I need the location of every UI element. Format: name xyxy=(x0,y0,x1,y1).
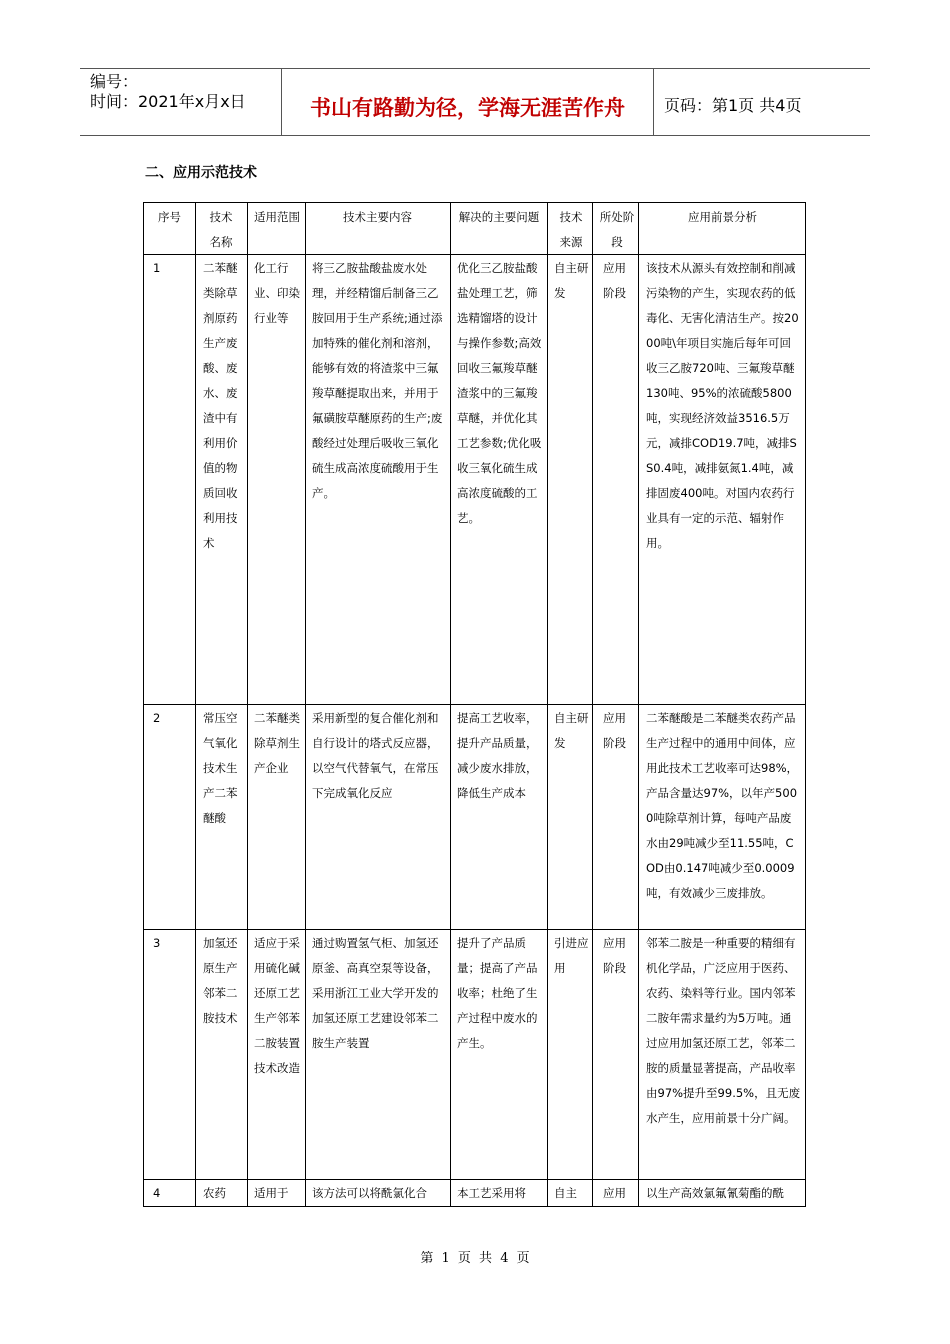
header-cell: 所处阶段 xyxy=(599,210,635,249)
row-number: 2 xyxy=(153,711,161,725)
tech-name: 常压空气氧化技术生产二苯醚酸 xyxy=(203,711,238,825)
header-cell: 应用前景分析 xyxy=(688,210,757,224)
tech-problem: 提高工艺收率，提升产品质量，减少废水排放，降低生产成本 xyxy=(457,711,538,800)
row-number: 3 xyxy=(153,936,161,950)
header-motto: 书山有路勤为径，学海无涯苦作舟 xyxy=(310,95,625,120)
row-number: 1 xyxy=(153,261,161,275)
tech-stage: 应用阶段 xyxy=(603,711,626,750)
tech-scope: 适应于采用硫化碱还原工艺生产邻苯二胺装置技术改造 xyxy=(254,936,300,1075)
row-rule xyxy=(144,254,805,255)
tech-prospect: 邻苯二胺是一种重要的精细有机化学品，广泛应用于医药、农药、染料等行业。国内邻苯二胺年需求量约为5万吨。通过应用加氢还原工艺，邻苯二胺的质量显著提高，产品收率由97%提升至99.5%，且无废水产生，应用前景十分广阔。 xyxy=(646,936,801,1125)
tech-table xyxy=(143,202,806,1207)
tech-problem: 提升了产品质量；提高了产品收率；杜绝了生产过程中废水的产生。 xyxy=(457,936,538,1050)
tech-content: 通过购置氢气柜、加氢还原釜、高真空泵等设备，采用浙江工业大学开发的加氢还原工艺建设邻苯二胺生产装置 xyxy=(312,936,439,1050)
doc-time-label: 时间：2021年x月x日 xyxy=(90,92,246,111)
header-divider xyxy=(653,68,654,135)
header-meta xyxy=(90,72,246,112)
tech-stage: 应用阶段 xyxy=(603,261,626,300)
tech-stage: 应用 xyxy=(603,1186,626,1200)
header-cell: 解决的主要问题 xyxy=(458,210,540,224)
tech-source: 自主 xyxy=(554,1186,577,1200)
tech-scope: 适用于 xyxy=(254,1186,289,1200)
header-bottom-rule xyxy=(80,135,870,136)
tech-stage: 应用阶段 xyxy=(603,936,626,975)
tech-name: 农药 xyxy=(203,1186,226,1200)
row-rule xyxy=(144,929,805,930)
tech-content: 该方法可以将酰氯化合 xyxy=(312,1186,427,1200)
header-cell: 适用范围 xyxy=(254,210,300,224)
tech-source: 引进应用 xyxy=(554,936,589,975)
header-cell: 技术主要内容 xyxy=(343,210,412,224)
page-footer: 第 1 页 共 4 页 xyxy=(420,1251,530,1266)
section-title: 二、应用示范技术 xyxy=(145,165,257,181)
tech-name: 二苯醚类除草剂原药生产废酸、废水、废渣中有利用价值的物质回收利用技术 xyxy=(203,261,238,550)
row-rule xyxy=(144,1179,805,1180)
header-top-rule xyxy=(80,68,870,69)
header-cell: 技术来源 xyxy=(559,210,583,249)
tech-prospect: 二苯醚酸是二苯醚类农药产品生产过程中的通用中间体，应用此技术工艺收率可达98%，产品含量达97%，以年产5000吨除草剂计算，每吨产品废水由29吨减少至11.55吨，COD由0.147吨减少至0.0009吨，有效减少三废排放。 xyxy=(646,711,799,900)
tech-prospect: 该技术从源头有效控制和削减污染物的产生，实现农药的低毒化、无害化清洁生产。按2000吨\年项目实施后每年可回收三乙胺720吨、三氟羧草醚130吨、95%的浓硫酸5800吨，实现经济效益3516.5万元，减排COD19.7吨，减排SS0.4吨，减排氨氮1.4吨，减排固废400吨。对国内农药行业具有一定的示范、辐射作用。 xyxy=(646,261,799,550)
tech-source: 自主研发 xyxy=(554,261,589,300)
header-cell: 序号 xyxy=(158,210,181,224)
tech-prospect: 以生产高效氯氟氰菊酯的酰 xyxy=(646,1186,784,1200)
tech-name: 加氢还原生产邻苯二胺技术 xyxy=(203,936,238,1025)
header-page-number: 页码：第1页 共4页 xyxy=(664,96,802,115)
header-cell: 技术名称 xyxy=(209,210,233,249)
tech-content: 采用新型的复合催化剂和自行设计的塔式反应器，以空气代替氧气，在常压下完成氧化反应 xyxy=(312,711,439,800)
row-number: 4 xyxy=(153,1186,161,1200)
doc-code-label: 编号： xyxy=(90,72,139,91)
row-rule xyxy=(144,704,805,705)
tech-problem: 优化三乙胺盐酸盐处理工艺，筛选精馏塔的设计与操作参数;高效回收三氟羧草醚渣浆中的三氟羧草醚，并优化其工艺参数;优化吸收三氧化硫生成高浓度硫酸的工艺。 xyxy=(457,261,542,525)
tech-scope: 二苯醚类除草剂生产企业 xyxy=(254,711,300,775)
tech-problem: 本工艺采用将 xyxy=(457,1186,526,1200)
tech-source: 自主研发 xyxy=(554,711,589,750)
tech-content: 将三乙胺盐酸盐废水处理，并经精馏后制备三乙胺回用于生产系统;通过添加特殊的催化剂和溶剂，能够有效的将渣浆中三氟羧草醚提取出来，并用于氟磺胺草醚原药的生产;废酸经过处理后吸收三氧化硫生成高浓度硫酸用于生产。 xyxy=(312,261,443,500)
tech-scope: 化工行业、印染行业等 xyxy=(254,261,300,325)
